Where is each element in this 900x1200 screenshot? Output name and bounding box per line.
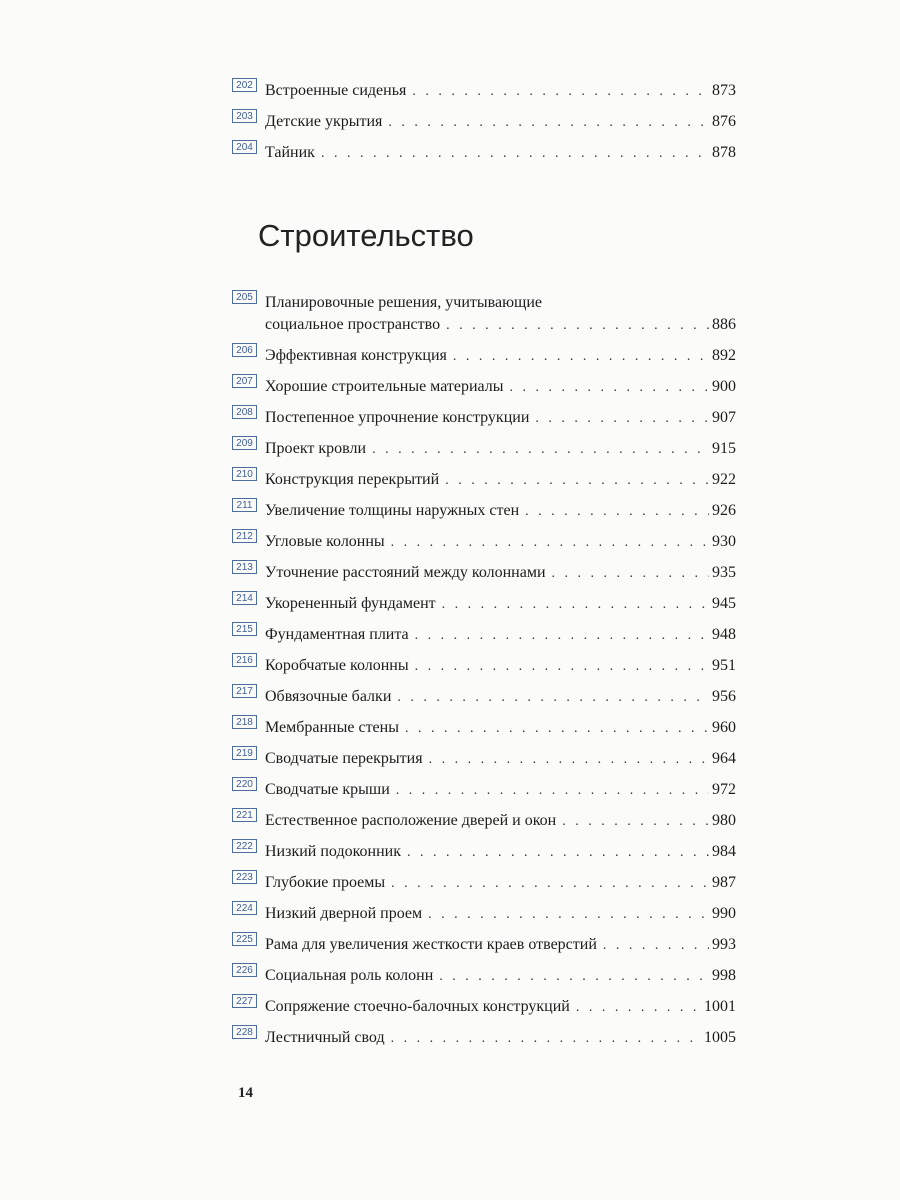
entry-page: 1005 xyxy=(704,1029,736,1046)
dot-leader xyxy=(415,656,709,678)
page-number: 14 xyxy=(238,1085,253,1101)
entry-title: Лестничный свод xyxy=(265,1029,385,1046)
dot-leader xyxy=(388,112,709,134)
dot-leader xyxy=(445,470,709,492)
entry-page: 980 xyxy=(712,812,736,829)
entry-title: Социальная роль колонн xyxy=(265,967,434,984)
toc-entry[interactable] xyxy=(232,103,736,134)
pattern-number-badge: 205 xyxy=(232,290,257,304)
entry-title: Укорененный фундамент xyxy=(265,595,436,612)
toc-entry[interactable] xyxy=(232,284,736,337)
dot-leader xyxy=(321,143,709,165)
entry-title: Сводчатые перекрытия xyxy=(265,750,423,767)
pattern-number-badge: 202 xyxy=(232,78,257,92)
toc-entry[interactable] xyxy=(232,523,736,554)
entry-title: Увеличение толщины наружных стен xyxy=(265,502,520,519)
dot-leader xyxy=(407,842,709,864)
entry-page: 1001 xyxy=(704,998,736,1015)
entry-page: 998 xyxy=(712,967,736,984)
pattern-number-badge: 204 xyxy=(232,140,257,154)
entry-page: 987 xyxy=(712,874,736,891)
pattern-number-badge: 220 xyxy=(232,777,257,791)
dot-leader xyxy=(372,439,709,461)
pattern-number-badge: 210 xyxy=(232,467,257,481)
entry-title: Встроенные сиденья xyxy=(265,82,407,99)
dot-leader xyxy=(429,749,709,771)
toc-entry[interactable] xyxy=(232,72,736,103)
entry-title: Угловые колонны xyxy=(265,533,385,550)
dot-leader xyxy=(428,904,709,926)
pattern-number-badge: 227 xyxy=(232,994,257,1008)
pattern-number-badge: 215 xyxy=(232,622,257,636)
entry-page: 915 xyxy=(712,440,736,457)
toc-entry[interactable] xyxy=(232,337,736,368)
entry-title: Низкий подоконник xyxy=(265,843,401,860)
dot-leader xyxy=(442,594,709,616)
toc-entry[interactable] xyxy=(232,647,736,678)
entry-page: 930 xyxy=(712,533,736,550)
toc-entry[interactable] xyxy=(232,833,736,864)
entry-page: 972 xyxy=(712,781,736,798)
pattern-number-badge: 212 xyxy=(232,529,257,543)
toc-entry[interactable] xyxy=(232,616,736,647)
entry-page: 984 xyxy=(712,843,736,860)
entry-title: Эффективная конструкция xyxy=(265,347,447,364)
entry-page: 900 xyxy=(712,378,736,395)
entry-title: Сопряжение стоечно-балочных конструкций xyxy=(265,998,570,1015)
pattern-number-badge: 206 xyxy=(232,343,257,357)
entry-page: 926 xyxy=(712,502,736,519)
entry-page: 878 xyxy=(712,144,736,161)
entry-title: Естественное расположение дверей и окон xyxy=(265,812,557,829)
entry-page: 960 xyxy=(712,719,736,736)
toc-entry[interactable] xyxy=(232,1019,736,1050)
pattern-number-badge: 219 xyxy=(232,746,257,760)
pattern-number-badge: 214 xyxy=(232,591,257,605)
toc-entry[interactable] xyxy=(232,864,736,895)
entry-title: Мембранные стены xyxy=(265,719,399,736)
entry-title: Конструкция перекрытий xyxy=(265,471,440,488)
entry-page: 873 xyxy=(712,82,736,99)
entry-page: 945 xyxy=(712,595,736,612)
dot-leader xyxy=(562,811,709,833)
dot-leader xyxy=(510,377,709,399)
pattern-number-badge: 222 xyxy=(232,839,257,853)
toc-entry[interactable] xyxy=(232,957,736,988)
entry-page: 935 xyxy=(712,564,736,581)
dot-leader xyxy=(396,780,709,802)
pattern-number-badge: 216 xyxy=(232,653,257,667)
dot-leader xyxy=(391,873,709,895)
toc-entry[interactable] xyxy=(232,492,736,523)
entry-title: Рама для увеличения жесткости краев отверстий xyxy=(265,936,597,953)
pattern-number-badge: 213 xyxy=(232,560,257,574)
dot-leader xyxy=(391,532,709,554)
toc-entry[interactable] xyxy=(232,895,736,926)
pattern-number-badge: 208 xyxy=(232,405,257,419)
toc-entry[interactable] xyxy=(232,430,736,461)
entry-title: Постепенное упрочнение конструкции xyxy=(265,409,530,426)
dot-leader xyxy=(603,935,709,957)
dot-leader xyxy=(397,687,709,709)
entry-title: Фундаментная плита xyxy=(265,626,409,643)
pattern-number-badge: 203 xyxy=(232,109,257,123)
entry-page: 964 xyxy=(712,750,736,767)
pattern-number-badge: 207 xyxy=(232,374,257,388)
dot-leader xyxy=(412,81,709,103)
dot-leader xyxy=(453,346,709,368)
entry-title-continued: социальное пространство xyxy=(265,316,441,333)
toc-entry[interactable] xyxy=(232,554,736,585)
pattern-number-badge: 223 xyxy=(232,870,257,884)
toc-entry[interactable] xyxy=(232,771,736,802)
dot-leader xyxy=(525,501,709,523)
dot-leader xyxy=(446,315,709,337)
pattern-number-badge: 228 xyxy=(232,1025,257,1039)
entry-title: Сводчатые крыши xyxy=(265,781,390,798)
toc-entry[interactable] xyxy=(232,368,736,399)
entry-title: Детские укрытия xyxy=(265,113,383,130)
entry-title: Глубокие проемы xyxy=(265,874,386,891)
entry-page: 951 xyxy=(712,657,736,674)
dot-leader xyxy=(576,997,701,1019)
toc-section-list xyxy=(232,284,736,1050)
toc-top-list xyxy=(232,72,736,165)
entry-page: 956 xyxy=(712,688,736,705)
entry-page: 892 xyxy=(712,347,736,364)
toc-entry[interactable] xyxy=(232,988,736,1019)
entry-page: 907 xyxy=(712,409,736,426)
entry-title: Тайник xyxy=(265,144,315,161)
entry-page: 886 xyxy=(712,316,736,333)
pattern-number-badge: 218 xyxy=(232,715,257,729)
pattern-number-badge: 217 xyxy=(232,684,257,698)
toc-entry[interactable] xyxy=(232,585,736,616)
pattern-number-badge: 221 xyxy=(232,808,257,822)
toc-entry[interactable] xyxy=(232,678,736,709)
entry-page: 990 xyxy=(712,905,736,922)
pattern-number-badge: 211 xyxy=(232,498,257,512)
pattern-number-badge: 224 xyxy=(232,901,257,915)
entry-title: Обвязочные балки xyxy=(265,688,392,705)
toc-entry[interactable] xyxy=(232,802,736,833)
dot-leader xyxy=(405,718,709,740)
dot-leader xyxy=(415,625,709,647)
dot-leader xyxy=(552,563,709,585)
toc-entry[interactable] xyxy=(232,399,736,430)
section-heading: Строительство xyxy=(258,218,474,253)
entry-title: Планировочные решения, учитывающие xyxy=(265,294,542,311)
entry-page: 948 xyxy=(712,626,736,643)
entry-title: Коробчатые колонны xyxy=(265,657,409,674)
toc-entry[interactable] xyxy=(232,709,736,740)
dot-leader xyxy=(535,408,709,430)
toc-entry[interactable] xyxy=(232,461,736,492)
dot-leader xyxy=(439,966,709,988)
pattern-number-badge: 209 xyxy=(232,436,257,450)
entry-title: Хорошие строительные материалы xyxy=(265,378,504,395)
dot-leader xyxy=(391,1028,701,1050)
toc-entry[interactable] xyxy=(232,134,736,165)
entry-page: 876 xyxy=(712,113,736,130)
entry-page: 993 xyxy=(712,936,736,953)
toc-entry[interactable] xyxy=(232,926,736,957)
entry-title: Низкий дверной проем xyxy=(265,905,423,922)
entry-page: 922 xyxy=(712,471,736,488)
entry-title: Уточнение расстояний между колоннами xyxy=(265,564,546,581)
pattern-number-badge: 226 xyxy=(232,963,257,977)
entry-title: Проект кровли xyxy=(265,440,367,457)
pattern-number-badge: 225 xyxy=(232,932,257,946)
toc-entry[interactable] xyxy=(232,740,736,771)
